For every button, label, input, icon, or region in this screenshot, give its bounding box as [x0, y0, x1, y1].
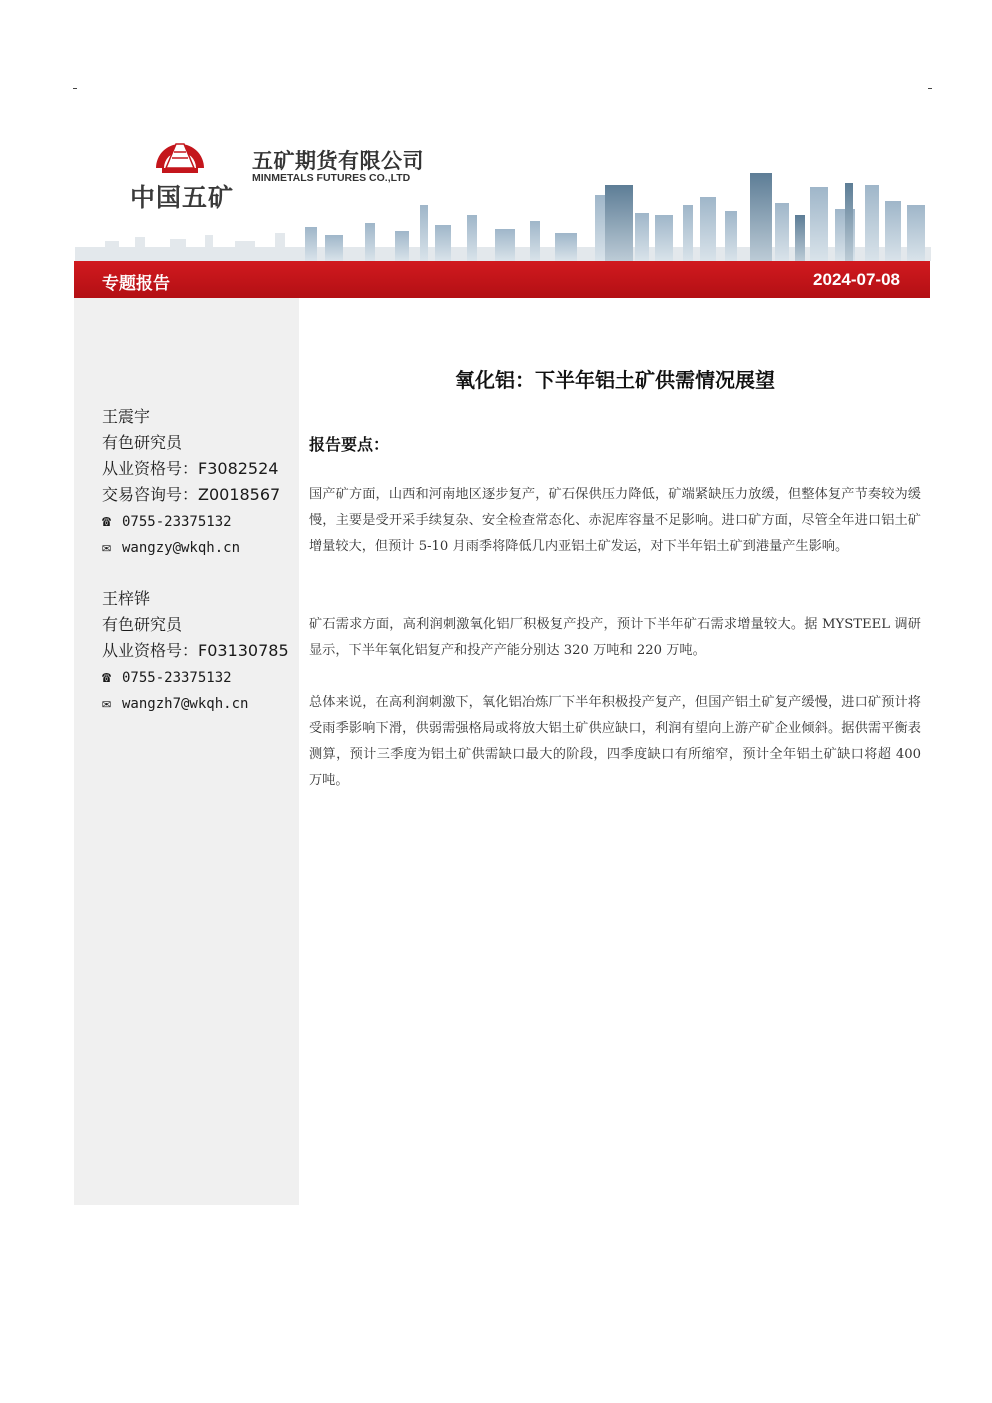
report-title: 氧化铝：下半年铝土矿供需情况展望 [455, 368, 775, 392]
analyst-consulting-number: 交易咨询号：Z0018567 [102, 485, 281, 504]
envelope-icon: ✉ [102, 538, 112, 556]
phone-icon: ☎ [102, 668, 112, 686]
phone-number: 0755-23375132 [122, 670, 232, 686]
email-link[interactable]: wangzh7@wkqh.cn [122, 696, 249, 712]
city-skyline-image [75, 165, 931, 261]
envelope-icon: ✉ [102, 694, 112, 712]
analyst-title: 有色研究员 [102, 615, 183, 634]
report-type-label: 专题报告 [102, 274, 170, 294]
analyst-phone [102, 508, 280, 534]
email-link[interactable]: wangzy@wkqh.cn [122, 540, 241, 556]
analyst-card [102, 586, 289, 716]
company-name-cn: 五矿期货有限公司 [252, 149, 424, 173]
phone-icon: ☎ [102, 512, 112, 530]
analyst-name: 王梓铧 [102, 589, 151, 608]
analyst-phone [102, 664, 289, 690]
key-point-paragraph: 总体来说，在高利润刺激下，氧化铝冶炼厂下半年积极投产复产，但国产铝土矿复产缓慢，进口矿预计将受雨季影响下滑，供弱需强格局或将放大铝土矿供应缺口，利润有望向上游产矿企业倾斜。据供需平衡表测算，预计三季度为铝土矿供需缺口最大的阶段，四季度缺口有所缩窄，预计全年铝土矿缺口将超 400 万吨。 [309, 695, 921, 788]
corner-mark-right [928, 88, 932, 89]
logo-text: 中国五矿 [130, 183, 235, 212]
report-type-banner [74, 261, 930, 298]
key-points-heading: 报告要点： [309, 435, 390, 454]
key-point-paragraph: 国产矿方面，山西和河南地区逐步复产，矿石保供压力降低，矿端紧缺压力放缓，但整体复产节奏较为缓慢，主要是受开采手续复杂、安全检查常态化、赤泥库容量不足影响。进口矿方面，尽管全年进口铝土矿增量较大，但预计 5-10 月雨季将降低几内亚铝土矿发运，对下半年铝土矿到港量产生影响。 [309, 487, 921, 554]
report-date: 2024-07-08 [813, 270, 900, 289]
analyst-name: 王震宇 [102, 407, 151, 426]
analyst-card [102, 404, 280, 560]
corner-mark-left [73, 88, 77, 89]
analyst-qualification: 从业资格号：F3082524 [102, 459, 279, 478]
analyst-title: 有色研究员 [102, 433, 183, 452]
analyst-email [102, 534, 280, 560]
analyst-email [102, 690, 289, 716]
analyst-qualification: 从业资格号：F03130785 [102, 641, 289, 660]
key-point-paragraph: 矿石需求方面，高利润刺激氧化铝厂积极复产投产，预计下半年矿石需求增量较大。据 MYSTEEL 调研显示，下半年氧化铝复产和投产产能分别达 320 万吨和 220 万吨。 [309, 617, 921, 658]
company-name-en: MINMETALS FUTURES CO.,LTD [252, 172, 411, 184]
phone-number: 0755-23375132 [122, 514, 232, 530]
analyst-sidebar [74, 298, 299, 1205]
